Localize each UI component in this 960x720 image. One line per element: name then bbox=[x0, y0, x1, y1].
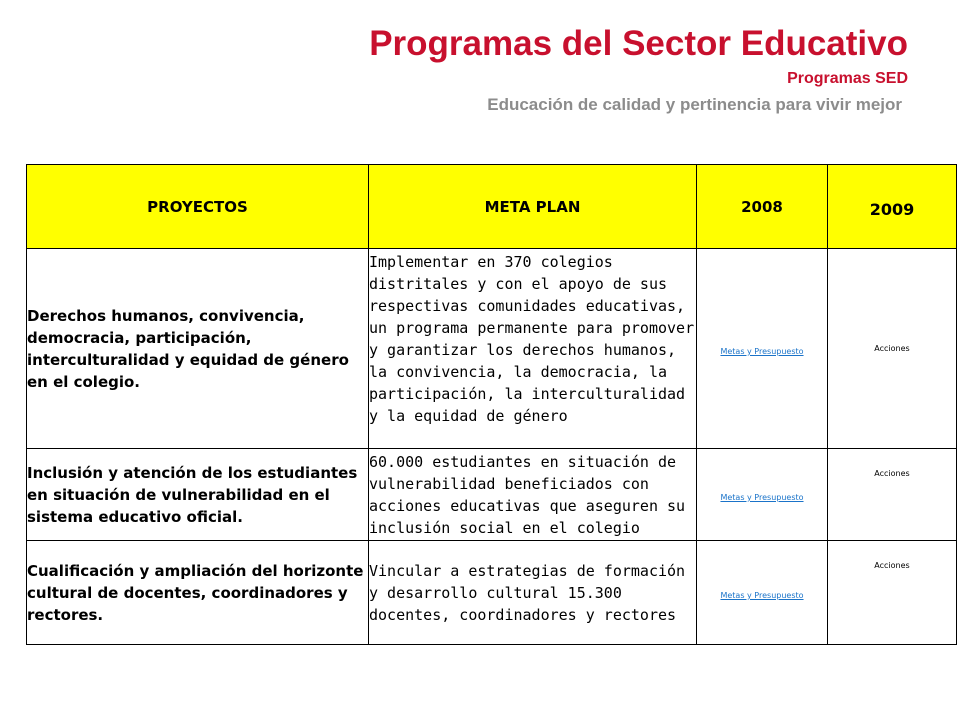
acciones-cell: Acciones bbox=[828, 249, 957, 449]
programs-table bbox=[26, 164, 957, 645]
meta-plan-cell: Implementar en 370 colegios distritales y con el apoyo de sus respectivas comunidades educativas, un programa permanente para promover y garantizar los derechos humanos, la convivencia, la democracia, la participación, la interculturalidad y la equidad de género bbox=[369, 249, 697, 449]
metas-presupuesto-link[interactable]: Metas y Presupuesto bbox=[720, 591, 804, 600]
meta-plan-cell: Vincular a estrategias de formación y desarrollo cultural 15.300 docentes, coordinadores y rectores bbox=[369, 541, 697, 645]
table-row bbox=[27, 449, 957, 541]
header-2009: 2009 bbox=[828, 165, 957, 249]
table-row bbox=[27, 249, 957, 449]
table-header-row bbox=[27, 165, 957, 249]
table-row bbox=[27, 541, 957, 645]
proyecto-cell: Derechos humanos, convivencia, democracia, participación, interculturalidad y equidad de género en el colegio. bbox=[27, 249, 369, 449]
page-subtitle: Programas SED bbox=[787, 70, 908, 87]
proyecto-cell: Inclusión y atención de los estudiantes en situación de vulnerabilidad en el sistema educativo oficial. bbox=[27, 449, 369, 541]
acciones-cell: Acciones bbox=[828, 541, 957, 645]
metas-presupuesto-link[interactable]: Metas y Presupuesto bbox=[720, 347, 804, 356]
header-proyectos: PROYECTOS bbox=[27, 165, 369, 249]
header-2008: 2008 bbox=[697, 165, 828, 249]
link-cell-2008 bbox=[697, 541, 828, 645]
metas-presupuesto-link[interactable]: Metas y Presupuesto bbox=[720, 493, 804, 502]
page-title: Programas del Sector Educativo bbox=[369, 24, 908, 63]
link-cell-2008 bbox=[697, 449, 828, 541]
header-meta-plan: META PLAN bbox=[369, 165, 697, 249]
proyecto-cell: Cualificación y ampliación del horizonte cultural de docentes, coordinadores y rectores. bbox=[27, 541, 369, 645]
link-cell-2008 bbox=[697, 249, 828, 449]
page-tagline: Educación de calidad y pertinencia para vivir mejor bbox=[487, 95, 902, 114]
meta-plan-cell: 60.000 estudiantes en situación de vulnerabilidad beneficiados con acciones educativas que aseguren su inclusión social en el colegio bbox=[369, 449, 697, 541]
acciones-cell: Acciones bbox=[828, 449, 957, 541]
